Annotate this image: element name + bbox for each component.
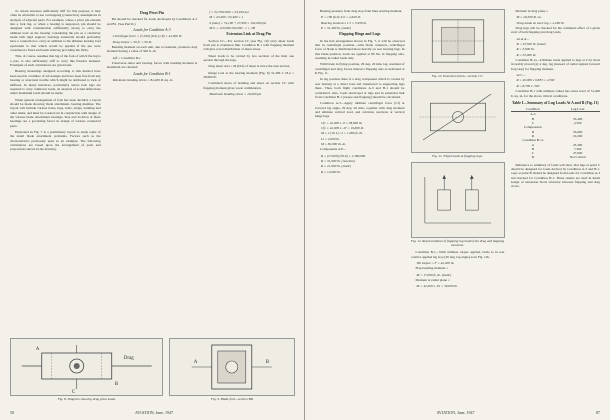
issue-line: AVIATION, June, 1947 xyxy=(135,410,173,415)
table-cell: A-3 xyxy=(530,112,536,117)
equation: Drag torque = 30 ft. = 90 lb. xyxy=(112,39,153,44)
table-cell: D xyxy=(531,129,535,134)
paragraph: In lag position there is a drag component which is carried by rear bearing at a direct load and transferred to supporting lugs there. Thus, both flight conditions A-3 and B-1 should be considered. Also, loads developed at lugs and in extension link from Condition B-1 (torque and flapping) should be calculated. xyxy=(315,77,405,99)
equation: R = (27,000) (50.6) = 1,580,000 xyxy=(321,153,366,158)
table-cell: Condition B-1a xyxy=(522,138,544,143)
equation: P = 31,400 lb. (static) xyxy=(321,26,352,31)
right-col-2 xyxy=(411,9,505,409)
equation: Centrifugal force = (7,290) (6.9) (1.8) = 42,000 lb. xyxy=(112,34,183,39)
paragraph: Condition A-3—Apply ultimate centrifugal force (Cf) at forward lag angle, 29 deg. 20 min., together with drag moment and ultimate vertical load, and calculate reactions at vertical hinge lugs. xyxy=(315,101,405,119)
paragraph: Reference to summary of loads will show that lugs at point C should be designed for loads derived by Condition A-3 and B-1. Lugs at point B should be designed from loads for Condition A-3 and checked for Condition B-1. These results are used in detail design of extension block structure between flapping and drag pivots. xyxy=(510,162,601,189)
equation: R = 21,000 lb. (static) xyxy=(321,164,352,169)
paragraph: Bearing pressure from drag stop from lines starting moment. xyxy=(320,9,403,13)
equation: At C— xyxy=(516,73,526,78)
paragraph: Condition B-1 with ultimate values has stress level of 31,400 lb./sq. in. for the above critical conditions. xyxy=(510,89,601,98)
equation: Lift = Condition B-1 xyxy=(112,55,141,60)
paragraph: Combined stress of bending and shear on section CC with flapping moment gives worst combination. xyxy=(203,81,295,90)
table-header-cell: Lug Load xyxy=(571,107,585,112)
paragraph: Condition B-1—With ultimate torque applied, blade is in rear positive applied lag stop (30 deg. lag angle) as in Fig. 12b. xyxy=(410,250,505,259)
equation: P = 100 (6.9) 4^2 = 2,620 lb. xyxy=(321,15,362,20)
figure-9-caption: Fig. 9. Blade fork—section BB. xyxy=(210,397,254,401)
right-page xyxy=(305,0,610,420)
figure-12-drawing xyxy=(411,162,505,238)
left-col-3 xyxy=(203,9,294,339)
table-cell: A xyxy=(531,142,535,147)
table-cell: 23,300 xyxy=(572,142,583,147)
sub-heading: Loads for Condition B-1 xyxy=(133,71,171,76)
flapping-lug-loads-diagram xyxy=(412,82,504,152)
equation: M = 23,400 / 23,400 = 1 xyxy=(209,15,244,20)
paragraph: Transverse shear and bearing forces with bending moment at maximum are checked. xyxy=(106,61,198,70)
figure-8 xyxy=(10,338,163,404)
table-title: Table I—Summary of Lug Loads At A and B (Fig. 11) xyxy=(512,100,599,105)
table-cell: 7,300 xyxy=(573,146,582,151)
table-cell: 33,400 xyxy=(572,116,583,121)
blade-fork-section xyxy=(170,339,294,395)
table-header-cell: Condition xyxy=(526,107,540,112)
right-col-3 xyxy=(511,9,601,409)
figure-12-caption: Fig. 12. Representation of flapping lug loads from drag and flapping moments. xyxy=(410,238,505,248)
figure-10-drawing xyxy=(411,9,505,73)
equation: Cfc = 42,000 x .9 = 38,000 lb. xyxy=(321,120,363,125)
table-cell: Compression xyxy=(523,125,542,130)
figure-11-drawing xyxy=(411,81,505,153)
figure-11-caption: Fig. 11. Flight loads at flapping lugs. xyxy=(432,154,483,159)
figure-8-drawing xyxy=(10,338,163,396)
paragraph: Shear loads to be carried by two sections of the link; one section through the lugs. xyxy=(203,53,295,63)
paragraph: Flap bending moment = xyxy=(415,266,449,271)
table-cell: C xyxy=(531,121,535,126)
paragraph: Components at P— xyxy=(320,147,347,152)
equation: Bearing moment x 1.5 = 3,930 lb. xyxy=(321,20,367,25)
paragraph: When general arrangement of fork has been decided, a layout should be made showing blade attachment, bearing member. The layout will include various forks, lugs, bolts, straps, bending and other items, and must be worked out in conjunction with design of the various blade attachment bearings. Size and location of these bearings are a governing factor in design of various connected parts. xyxy=(10,97,101,128)
equation: R = 20,000 x 0.833 = 2,500 xyxy=(516,78,555,83)
extension-block-section xyxy=(412,10,504,72)
equation: R = 33,000 lb. xyxy=(516,52,537,57)
issue-line: AVIATION, June, 1947 xyxy=(436,410,475,415)
figure-9 xyxy=(169,338,295,404)
equation: M = 82,000 lb.-in. xyxy=(321,141,347,146)
figure-9-drawing xyxy=(169,338,295,396)
paragraph: Condition B-1a—Ultimate loads applied to lugs at 2 for most favorably placed (a) 4 deg. lag (instead of radial against forward drag stop) for flapping moment. xyxy=(510,58,601,71)
paragraph: Bending moment on each unit, due to resultant, produces drag moment having a value of 300 ft.-lb. xyxy=(106,45,198,54)
section-heading: Flapping Hinge and Lugs xyxy=(339,32,381,37)
figures-row xyxy=(10,338,295,404)
figure-8-caption: Fig. 8. Diagram showing drag pivot loads. xyxy=(57,397,116,401)
paragraph: With blade in flying position, 29 deg. 20 min. lag, resultant of centrifugal and drag forces intersect flapping axis as indicated at P, Fig. 11. xyxy=(315,62,405,76)
left-col-1 xyxy=(10,9,101,339)
paragraph: This, of course, assumes that lug of the fork of which the lug is a part, is also sufficiently stiff to carry this fixation moment. Examples of such calculations are given later. xyxy=(10,54,101,68)
page-number: 50 xyxy=(10,410,14,415)
paragraph: Drag lugs will be checked for the combined effect of a given level of both flapping and drag loads. xyxy=(510,26,601,35)
equation: Maximum bending stress = 10,000 psi xyxy=(209,92,262,97)
equation: M = 26,500 lb.-in. xyxy=(516,15,542,20)
paragraph: Bearing mountings designed according to this method have been used in a number of lab designs and have been free from any bearing or structural trouble which might be attributed to lack of stiffness. In many instances, particularly where fork lugs are required to carry cantilever loads, an analysis of actual deflections under maximum loads should be made. xyxy=(10,69,101,96)
fig9-label-b: B xyxy=(266,360,270,365)
fig8-label-c: C xyxy=(71,390,76,395)
section-heading: Extension Link at Drag Pin xyxy=(226,32,271,37)
equation: M.S. = 110,000/102,000 - 1 = .08 xyxy=(209,26,256,31)
equation: M = 17,000 ft.-lb. (static) xyxy=(416,272,452,277)
equation: R = 33,500 lb. (total) xyxy=(516,42,546,47)
paragraph: To obtain structure sufficiently stiff for this purpose, it may often be advisable to use overlapping (connective) assumptions in analysis of adjacent parts. For example, where a pivot pin extends into a fork lug, or when a bearing is supported, pin should be designed with consideration sufficiently strong to carry the ultimate load on the bearing considering the pin as a cantilever beam with rigid support; bearings externally should preferably have a connection to carry, in addition to the ultimate bearing load equivalent to that which would be applied if the pin were considered a fixed end beam with lug providing the fixity. xyxy=(10,9,101,53)
equation: Lt = 2,600 lb. xyxy=(321,136,340,141)
equation: S (max) = 74,100 + 27,900 = 102,000 psi xyxy=(209,20,267,25)
paragraph: Moment in drag plane = xyxy=(515,9,549,13)
left-footer xyxy=(10,410,294,415)
equation: R = 14,900 lb. xyxy=(321,169,341,174)
left-page-columns xyxy=(10,9,294,339)
equation: R = 8,700 x .500 xyxy=(516,83,540,88)
paragraph: Pin should be checked for loads developed by Conditions A-3 and B1. (See Part II.) xyxy=(106,17,198,26)
drag-pivot-diagram xyxy=(11,339,162,395)
table-cell: 10,200 xyxy=(572,133,583,138)
fig8-label-b: B xyxy=(114,382,119,387)
table-cell: R xyxy=(531,133,535,138)
paragraph: In the hub arrangement shown in Fig. 7, it will be observed that in centrifugal position—with blade centered—centrifugal force of blade is distributed more heavily on rear bearing lugs. In this blade position, loads are applied at 80 lbs. in flapping axis, resulting in radial loads only. xyxy=(315,38,405,61)
paragraph: Section CC—For section CC (see Fig. 10) carry shear loads from pin to extension link. Condition B-1 with flapping moment will give worst distribution of shear stress. xyxy=(203,38,295,52)
table-cell: D xyxy=(531,155,535,160)
table-cell: 53,600 xyxy=(572,129,583,134)
page-number: 87 xyxy=(596,410,600,415)
equation: Maximum bending stress = 82,400 lb./sq. in. xyxy=(112,78,174,83)
equation: As at A— xyxy=(516,36,530,41)
equation: Vib torque = F = 42,200 lb. xyxy=(416,261,455,266)
paragraph: Moment at radial plane = xyxy=(415,278,450,283)
table-cell: C xyxy=(531,151,535,156)
equation: Drag loads on each lug = 2,260 lb. xyxy=(516,20,565,25)
sub-heading: Loads for Condition A-3 xyxy=(133,28,171,33)
paragraph: Drag shear area = M (D/2) of shear is twice the area section. xyxy=(208,64,291,69)
table-cell: 2,500 xyxy=(573,121,582,126)
paragraph: Range load at the bearing moment (Fig. 6) 31,300 x 18.2 = 28,000 lb. xyxy=(203,70,295,80)
equation: f = 32,700/.960 = 34,100 psi xyxy=(209,10,249,14)
right-footer xyxy=(315,410,600,415)
left-col-2 xyxy=(107,9,198,339)
right-page-columns xyxy=(315,9,600,409)
fig8-label-drag: Drag xyxy=(123,356,134,361)
lug-load-representation xyxy=(412,163,504,237)
fig9-label-a: A xyxy=(194,360,198,365)
equation: M = 2 (16 L) / 2 = 1,000 ft.-lb. xyxy=(321,131,363,136)
equation: R = 3,600 lb. xyxy=(516,47,535,52)
lug-loads-table xyxy=(511,101,601,160)
equation: R = 31,900 lb. (reaction) xyxy=(321,158,355,163)
equation: Cfv = 42,000 x .47 = 19,600 lb. xyxy=(321,125,365,130)
fig8-label-a: A xyxy=(35,347,40,352)
section-heading: Drag Pivot Pin xyxy=(139,11,165,15)
figure-10-caption: Fig. 10. Extension block—section CC. xyxy=(431,74,484,78)
right-col-1 xyxy=(315,9,405,409)
table-cell: Not Critical xyxy=(569,155,586,160)
table-row xyxy=(511,155,601,159)
table-cell: B xyxy=(531,146,535,151)
paragraph: Illustrated in Fig. 7 is a preliminary layout to study some of the detail blade attachment problems. Factors such as the characteristics previously used as an example. The following calculations are based upon the arrangement of parts and proportions shown in the drawing. xyxy=(10,129,101,152)
equation: M = 42,200 x .91 = 39,000 lb. xyxy=(416,284,458,289)
table-cell: B xyxy=(531,116,535,121)
table-cell: 27,600 xyxy=(572,151,583,156)
